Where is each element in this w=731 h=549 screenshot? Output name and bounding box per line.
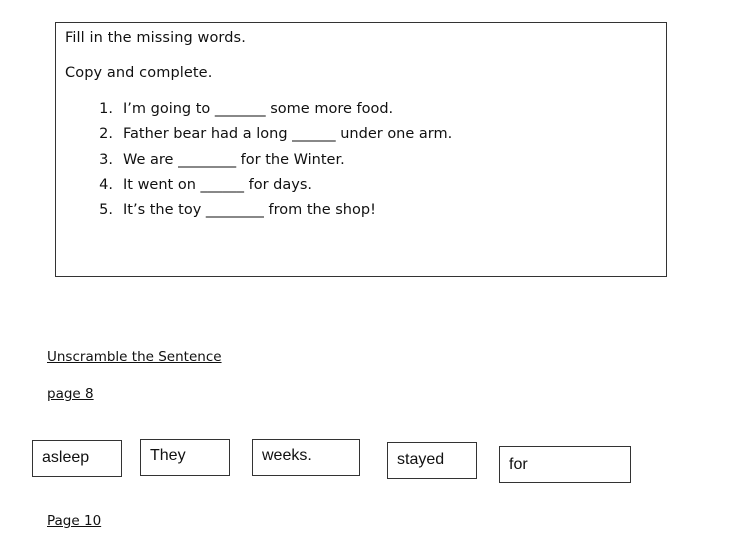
word-card-asleep[interactable]: asleep <box>32 440 122 477</box>
instruction-copy-complete: Copy and complete. <box>65 65 213 81</box>
sentence-item <box>82 150 452 175</box>
page-reference-10: Page 10 <box>47 513 102 529</box>
word-card-stayed[interactable]: stayed <box>387 442 477 479</box>
sentence-text: It went on ______ for days. <box>123 176 312 193</box>
instruction-fill-in: Fill in the missing words. <box>65 30 246 46</box>
sentence-item <box>82 200 452 225</box>
fill-in-exercise-box <box>55 22 667 277</box>
word-card-weeks[interactable]: weeks. <box>252 439 360 476</box>
sentence-item <box>82 175 452 200</box>
sentence-number: 2. <box>99 126 113 143</box>
sentence-item <box>82 99 452 124</box>
sentence-number: 3. <box>99 151 113 168</box>
page-reference-8: page 8 <box>47 386 94 402</box>
sentence-text: We are ________ for the Winter. <box>123 151 345 168</box>
sentence-item <box>82 124 452 149</box>
sentence-text: Father bear had a long ______ under one arm. <box>123 126 453 143</box>
sentence-number: 4. <box>99 176 113 193</box>
word-card-for[interactable]: for <box>499 446 631 483</box>
sentence-number: 5. <box>99 202 113 219</box>
sentence-text: I’m going to _______ some more food. <box>123 101 394 117</box>
word-card-they[interactable]: They <box>140 439 230 476</box>
sentence-number: 1. <box>99 101 113 117</box>
unscramble-heading: Unscramble the Sentence <box>47 349 222 365</box>
sentence-list <box>82 99 452 225</box>
sentence-text: It’s the toy ________ from the shop! <box>123 202 376 219</box>
